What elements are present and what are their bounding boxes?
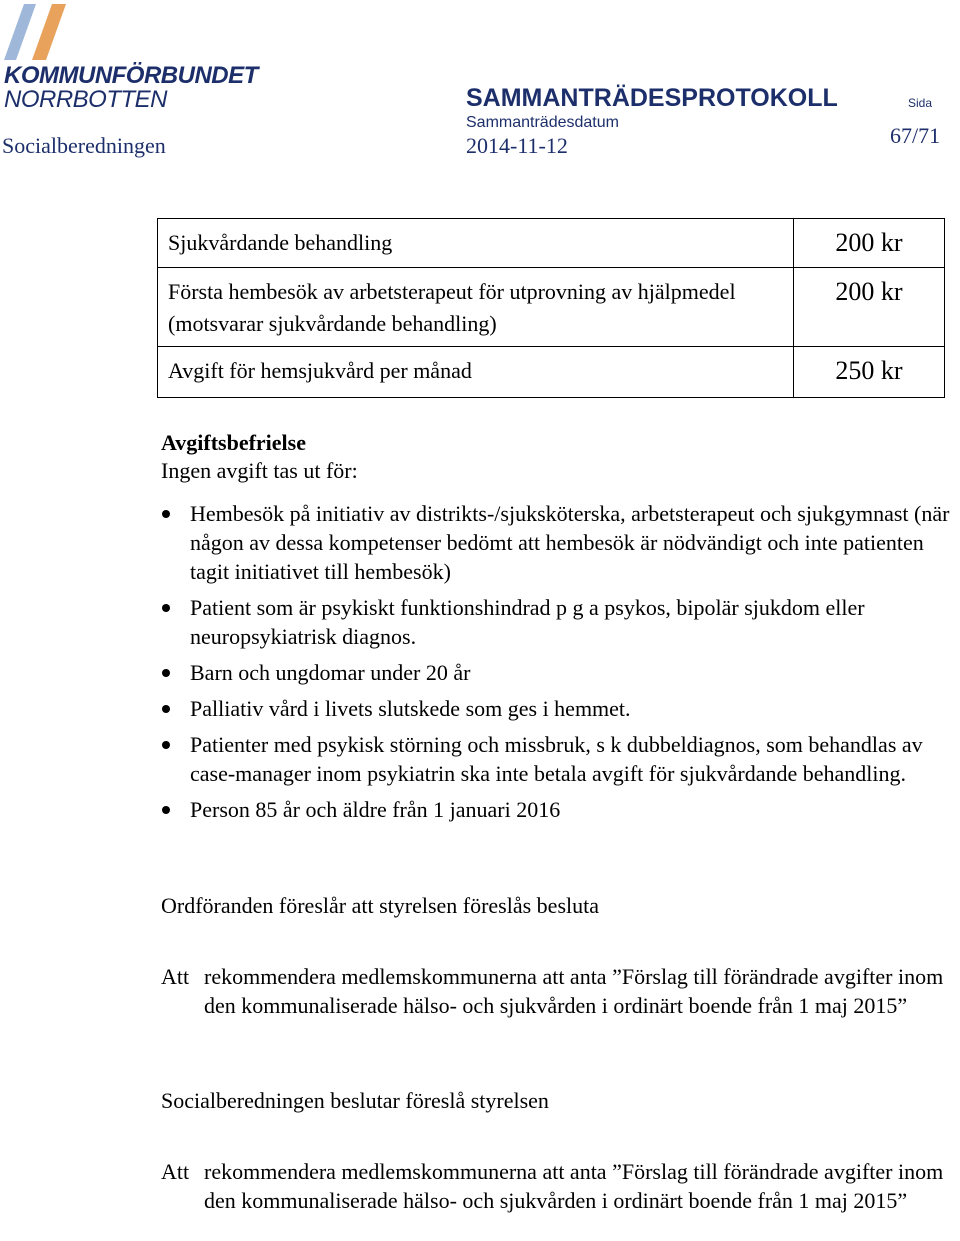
fee-table	[157, 218, 945, 398]
list-item-text: Patient som är psykiskt funktionshindrad p g a psykos, bipolär sjukdom eller neuropsykiatrisk diagnos.	[190, 595, 865, 649]
section-heading: Avgiftsbefrielse	[161, 430, 306, 455]
list-item	[161, 658, 951, 687]
fee-description: Avgift för hemsjukvård per månad	[158, 347, 794, 398]
table-row	[158, 268, 945, 347]
list-item	[161, 730, 951, 788]
fee-description: Första hembesök av arbetsterapeut för utprovning av hjälpmedel (motsvarar sjukvårdande behandling)	[158, 268, 794, 347]
decision-clause	[161, 962, 960, 1020]
att-label: Att	[161, 1159, 190, 1184]
fee-description: Sjukvårdande behandling	[158, 219, 794, 268]
att-label: Att	[161, 964, 190, 989]
bullet-icon	[162, 604, 170, 612]
page-number: 67/71	[890, 123, 941, 148]
organization-logo	[2, 2, 272, 114]
decision-text: rekommendera medlemskommunerna att anta ”Förslag till förändrade avgifter inom den kommunaliserade hälso- och sjukvården i ordinärt boende från 1 maj 2015”	[204, 1159, 944, 1213]
meeting-date: 2014-11-12	[466, 133, 568, 158]
decision-clause	[161, 1157, 960, 1215]
bullet-icon	[162, 741, 170, 749]
list-item-text: Patienter med psykisk störning och missbruk, s k dubbeldiagnos, som behandlas av case-manager inom psykiatrin ska inte betala avgift för sjukvårdande behandling.	[190, 732, 923, 786]
meeting-date-label: Sammanträdesdatum	[466, 114, 619, 131]
list-item-text: Palliativ vård i livets slutskede som ges i hemmet.	[190, 696, 631, 721]
bullet-icon	[162, 705, 170, 713]
list-item-text: Hembesök på initiativ av distrikts-/sjuksköterska, arbetsterapeut och sjukgymnast (när någon av dessa kompetenser bedömt att hembesök är nödvändigt och inte patienten tagit initiativet till hembesök)	[190, 501, 950, 584]
committee-decision-intro: Socialberedningen beslutar föreslå styrelsen	[161, 1088, 549, 1113]
list-item-text: Barn och ungdomar under 20 år	[190, 660, 471, 685]
chair-proposal-intro: Ordföranden föreslår att styrelsen föreslås besluta	[161, 893, 600, 918]
page-label: Sida	[908, 96, 933, 110]
list-item	[161, 593, 951, 651]
logo-stripes-icon	[2, 2, 82, 64]
document-title: SAMMANTRÄDESPROTOKOLL	[466, 84, 838, 112]
org-name-line2: NORRBOTTEN	[4, 86, 167, 113]
list-item-text: Person 85 år och äldre från 1 januari 2016	[190, 797, 561, 822]
fee-price: 200 kr	[794, 219, 945, 268]
bullet-icon	[162, 806, 170, 814]
department-name: Socialberedningen	[2, 133, 166, 158]
table-row	[158, 219, 945, 268]
list-item	[161, 694, 951, 723]
list-item	[161, 795, 951, 824]
fee-price: 200 kr	[794, 268, 945, 347]
list-item	[161, 499, 951, 586]
fee-price: 250 kr	[794, 347, 945, 398]
bullet-icon	[162, 510, 170, 518]
section-intro: Ingen avgift tas ut för:	[161, 458, 358, 483]
org-name-line1: KOMMUNFÖRBUNDET	[4, 62, 258, 89]
bullet-icon	[162, 669, 170, 677]
exemption-list	[161, 499, 951, 831]
table-row	[158, 347, 945, 398]
decision-text: rekommendera medlemskommunerna att anta ”Förslag till förändrade avgifter inom den kommunaliserade hälso- och sjukvården i ordinärt boende från 1 maj 2015”	[204, 964, 944, 1018]
